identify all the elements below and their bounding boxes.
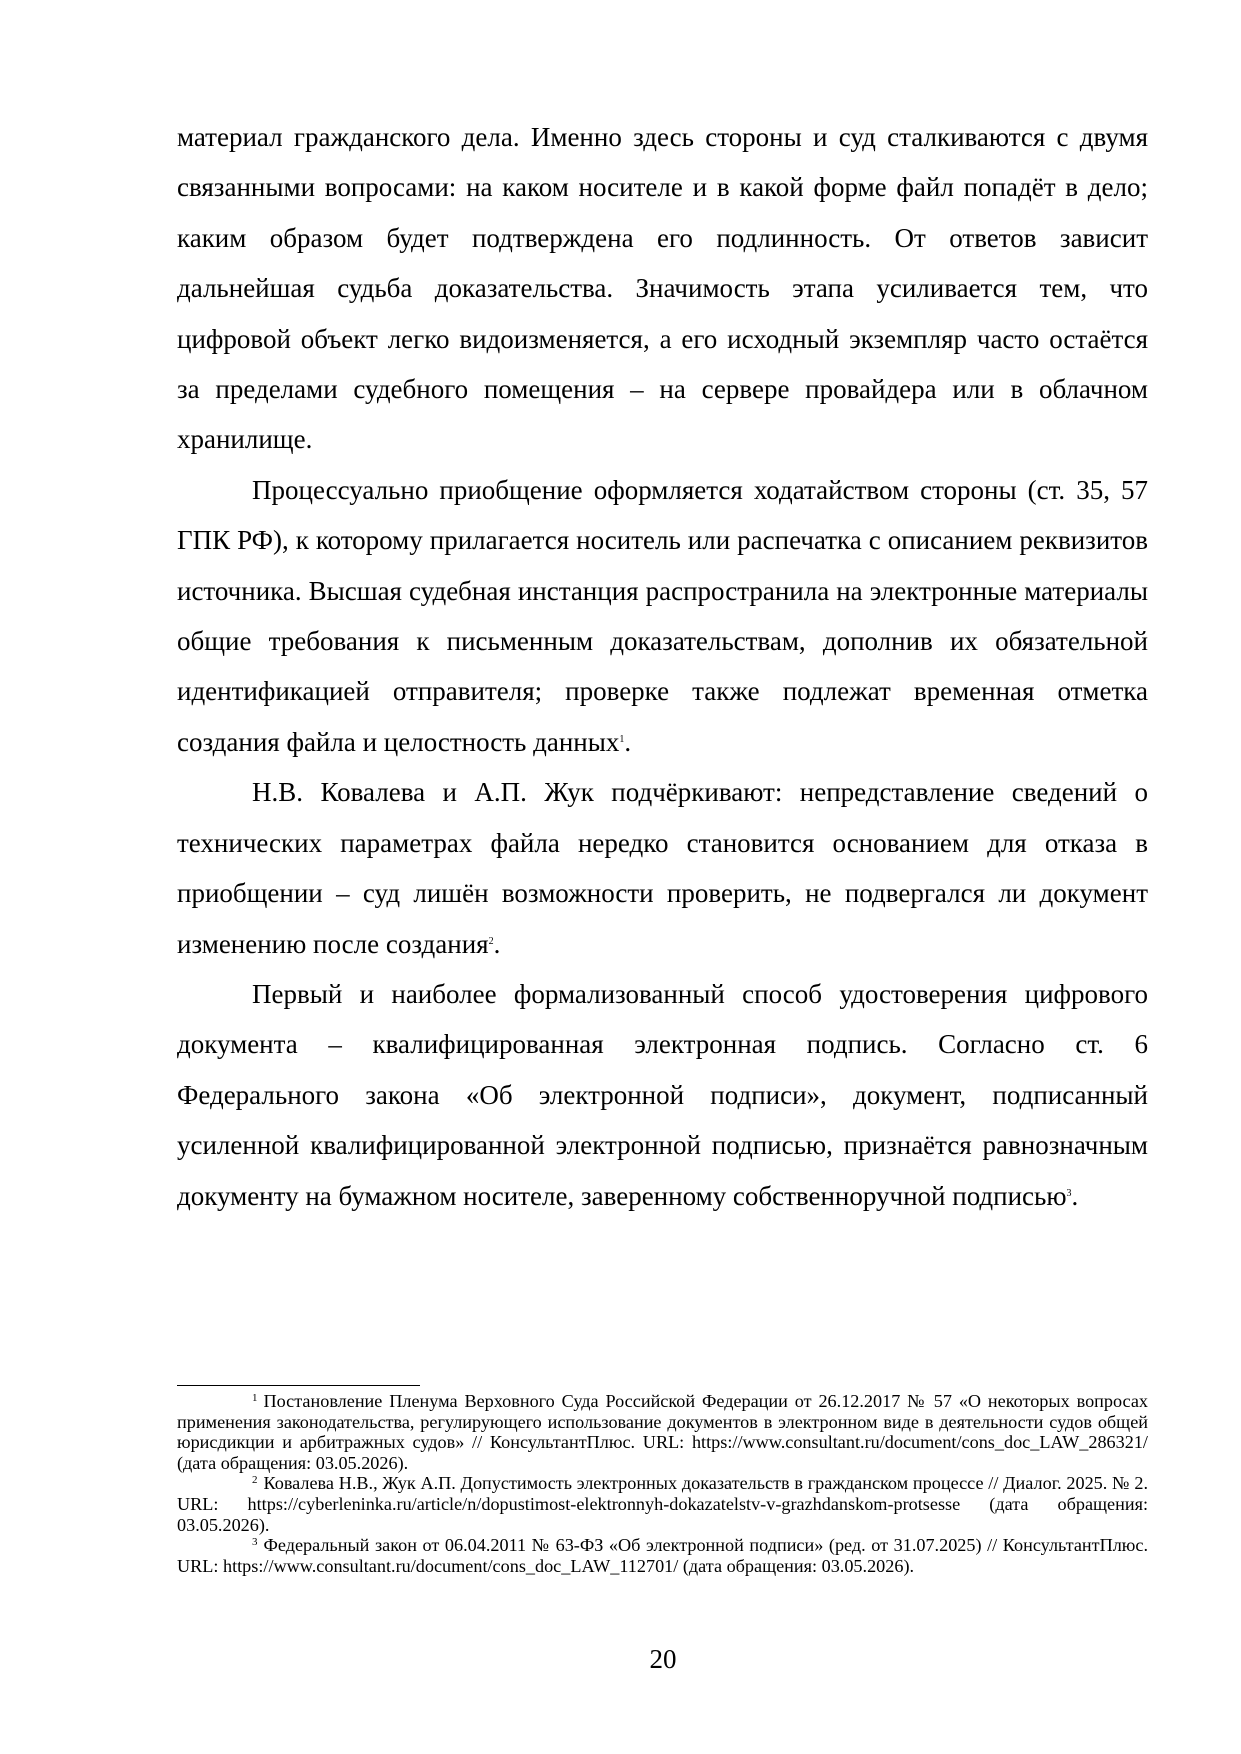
paragraph-4 — [177, 969, 1148, 1221]
paragraph-3-text: Н.В. Ковалева и А.П. Жук подчёркивают: непредставление сведений о технических параметрах файла нередко становится основанием для отказа в приобщении – суд лишён возможности проверить, не подвергался ли документ изменению после создания — [177, 777, 1148, 959]
paragraph-4-text: Первый и наиболее формализованный способ удостоверения цифрового документа – квалифицированная электронная подпись. Согласно ст. 6 Федерального закона «Об электронной подписи», документ, подписанный усиленной квалифицированной электронной подписью, признаётся равнозначным документу на бумажном носителе, заверенному собственноручной подписью — [177, 978, 1148, 1211]
footnote-separator — [177, 1385, 420, 1386]
footnote-1-text: Постановление Пленума Верховного Суда Российской Федерации от 26.12.2017 № 57 «О некоторых вопросах применения законодательства, регулирующего использование документов в электронном виде в деятельности судов общей юрисдикции и арбитражных судов» // КонсультантПлюс. URL: https://www.consultant.ru/document/cons_doc_LAW_286321/ (дата обращения: 03.05.2026). — [177, 1391, 1148, 1473]
paragraph-1-text: материал гражданского дела. Именно здесь стороны и суд сталкиваются с двумя связанными вопросами: на каком носителе и в какой форме файл попадёт в дело; каким образом будет подтверждена его подлинность. От ответов зависит дальнейшая судьба доказательства. Значимость этапа усиливается тем, что цифровой объект легко видоизменяется, а его исходный экземпляр часто остаётся за пределами судебного помещения – на сервере провайдера или в облачном хранилище. — [177, 122, 1148, 455]
body-text — [177, 112, 1148, 1221]
footnote-2 — [177, 1473, 1148, 1535]
footnotes — [177, 1391, 1148, 1576]
footnote-2-number: 2 — [252, 1474, 258, 1487]
footnote-ref-2[interactable]: 2 — [488, 935, 494, 947]
paragraph-2-tail: . — [624, 726, 632, 757]
footnote-3-number: 3 — [252, 1536, 258, 1549]
footnote-ref-1[interactable]: 1 — [619, 733, 625, 745]
footnote-2-text: Ковалева Н.В., Жук А.П. Допустимость электронных доказательств в гражданском процессе // Диалог. 2025. № 2. URL: https://cyberleninka.ru/article/n/dopustimost-elektronnyh-dokazatelstv-v-grazhdanskom-protsesse (дата обращения: 03.05.2026). — [177, 1473, 1148, 1535]
paragraph-2 — [177, 465, 1148, 767]
footnote-3-text: Федеральный закон от 06.04.2011 № 63-ФЗ «Об электронной подписи» (ред. от 31.07.2025) // КонсультантПлюс. URL: https://www.consultant.ru/document/cons_doc_LAW_112701/ (дата обращения: 03.05.2026). — [177, 1535, 1148, 1576]
paragraph-2-text: Процессуально приобщение оформляется ходатайством стороны (ст. 35, 57 ГПК РФ), к которому прилагается носитель или распечатка с описанием реквизитов источника. Высшая судебная инстанция распространила на электронные материалы общие требования к письменным доказательствам, дополнив их обязательной идентификацией отправителя; проверке также подлежат временная отметка создания файла и целостность данных — [177, 474, 1148, 757]
paragraph-3-tail: . — [493, 928, 501, 959]
paragraph-4-tail: . — [1071, 1180, 1079, 1211]
footnote-1-number: 1 — [252, 1391, 258, 1404]
paragraph-1 — [177, 112, 1148, 465]
page-number: 20 — [649, 1644, 677, 1674]
footnote-1 — [177, 1391, 1148, 1473]
paragraph-3 — [177, 767, 1148, 969]
footnote-3 — [177, 1535, 1148, 1576]
footnote-ref-3[interactable]: 3 — [1066, 1187, 1072, 1199]
